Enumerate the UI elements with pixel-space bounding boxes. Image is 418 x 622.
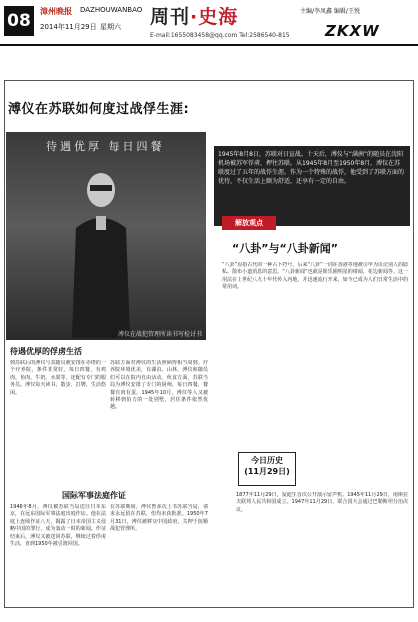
gossip-badge: 解放观点	[222, 216, 276, 230]
article-headline: 溥仪在苏联如何度过战俘生涯:	[8, 102, 190, 117]
subhead-prisoner-life: 待遇优厚的俘虏生活	[10, 347, 82, 356]
issue-date: 2014年11月29日	[40, 23, 97, 31]
page-number: 08	[4, 6, 34, 36]
gossip-title: “八卦”与“八卦新闻”	[232, 242, 338, 255]
page-header	[0, 0, 418, 46]
editors-line: 主编/李凤鑫 编辑/王悦	[300, 8, 360, 15]
brand-mark: ZKXW	[325, 22, 380, 40]
history-title: 今日历史	[251, 456, 283, 465]
article-photo	[6, 132, 206, 340]
article-body-2: 苏联方面对溥仪的生活照顾得相当周到。疗养院环境优美，有湖泊、山林，溥仪和随员们可以在院内自由活动。伙食方面，苏联当局为溥仪安排了专门的厨师，每日四餐，餐餐有肉有蛋。1945年10月，溥仪等人又被转移到伯力的一处别墅，居住条件依然优越。	[110, 360, 208, 411]
article-body-3: 1946年8月，溥仪被苏联当局送往日本东京，在远东国际军事法庭出庭作证。他在法庭上连续作证八天，揭露了日本帝国主义侵略中国的罪行，成为轰动一时的新闻。作证结束后，溥仪又被送回苏联，继续过着俘虏生活，直到1950年被引渡回国。	[10, 504, 106, 548]
section-dot: ·	[190, 6, 199, 28]
newspaper-logo: 漳州晚报	[40, 7, 72, 16]
issue-weekday: 星期六	[100, 23, 121, 31]
subhead-tribunal: 国际军事法庭作证	[62, 491, 126, 500]
gossip-body: “八卦”原指古代的一种占卜符号，后来“八卦”一词在香港等地被引申为议论别人的隐私、散布小道消息的意思。“八卦新闻”也就是娱乐圈明星的绯闻、花边新闻等。这一用法在上世纪八九十年代传入内地，并迅速流行开来，如今已成为人们日常生活中的常用词。	[222, 262, 408, 291]
newspaper-site: DAZHOUWANBAO	[80, 6, 143, 14]
history-items: 1877年11月29日，爱迪生首次公开演示留声机。1945年11月29日，南斯拉夫联邦人民共和国成立。1947年11月29日，联合国大会通过巴勒斯坦分治决议。	[236, 492, 408, 513]
portrait-figure-icon	[66, 168, 136, 338]
section-main: 周刊	[150, 6, 191, 28]
section-sub: 史海	[198, 6, 239, 28]
article-body-1: 到苏联后的溥仪与其随员被安排在赤塔的一个疗养院，条件非常好。每日四餐，有鸡肉、鱼肉、牛奶、水果等，还配有专门的服务员。溥仪每天读书、散步、打牌，生活悠闲。	[10, 360, 106, 396]
photo-caption: 溥仪在战犯管理所读书写检讨书	[117, 331, 202, 338]
history-date: (11月29日)	[244, 467, 290, 476]
article-body-4: 在苏联期间，溥仪曾多次上书苏联当局，请求永远留在苏联，但均未获批准。1950年7月31日，溥仪被移交中国政府，关押于抚顺战犯管理所。	[110, 504, 208, 533]
section-title	[150, 2, 238, 29]
article-lede: 1945年8月8日，苏联对日宣战。十天后，溥仪与“满洲”的随员在沈阳机场被苏军俘虏，押往苏联。从1945年8月至1950年8月，溥仪在苏联度过了五年的战俘生涯。作为一个特殊的战俘，他受到了苏联方面的优待，不仅生活上颇为舒适，还享有一定的自由。	[214, 146, 410, 226]
photo-quote: 待遇优厚 每日四餐	[46, 140, 165, 153]
history-badge	[238, 452, 296, 486]
contact-line: E-mail:1655083458@qq.com Tel:2586540-815	[150, 32, 290, 39]
